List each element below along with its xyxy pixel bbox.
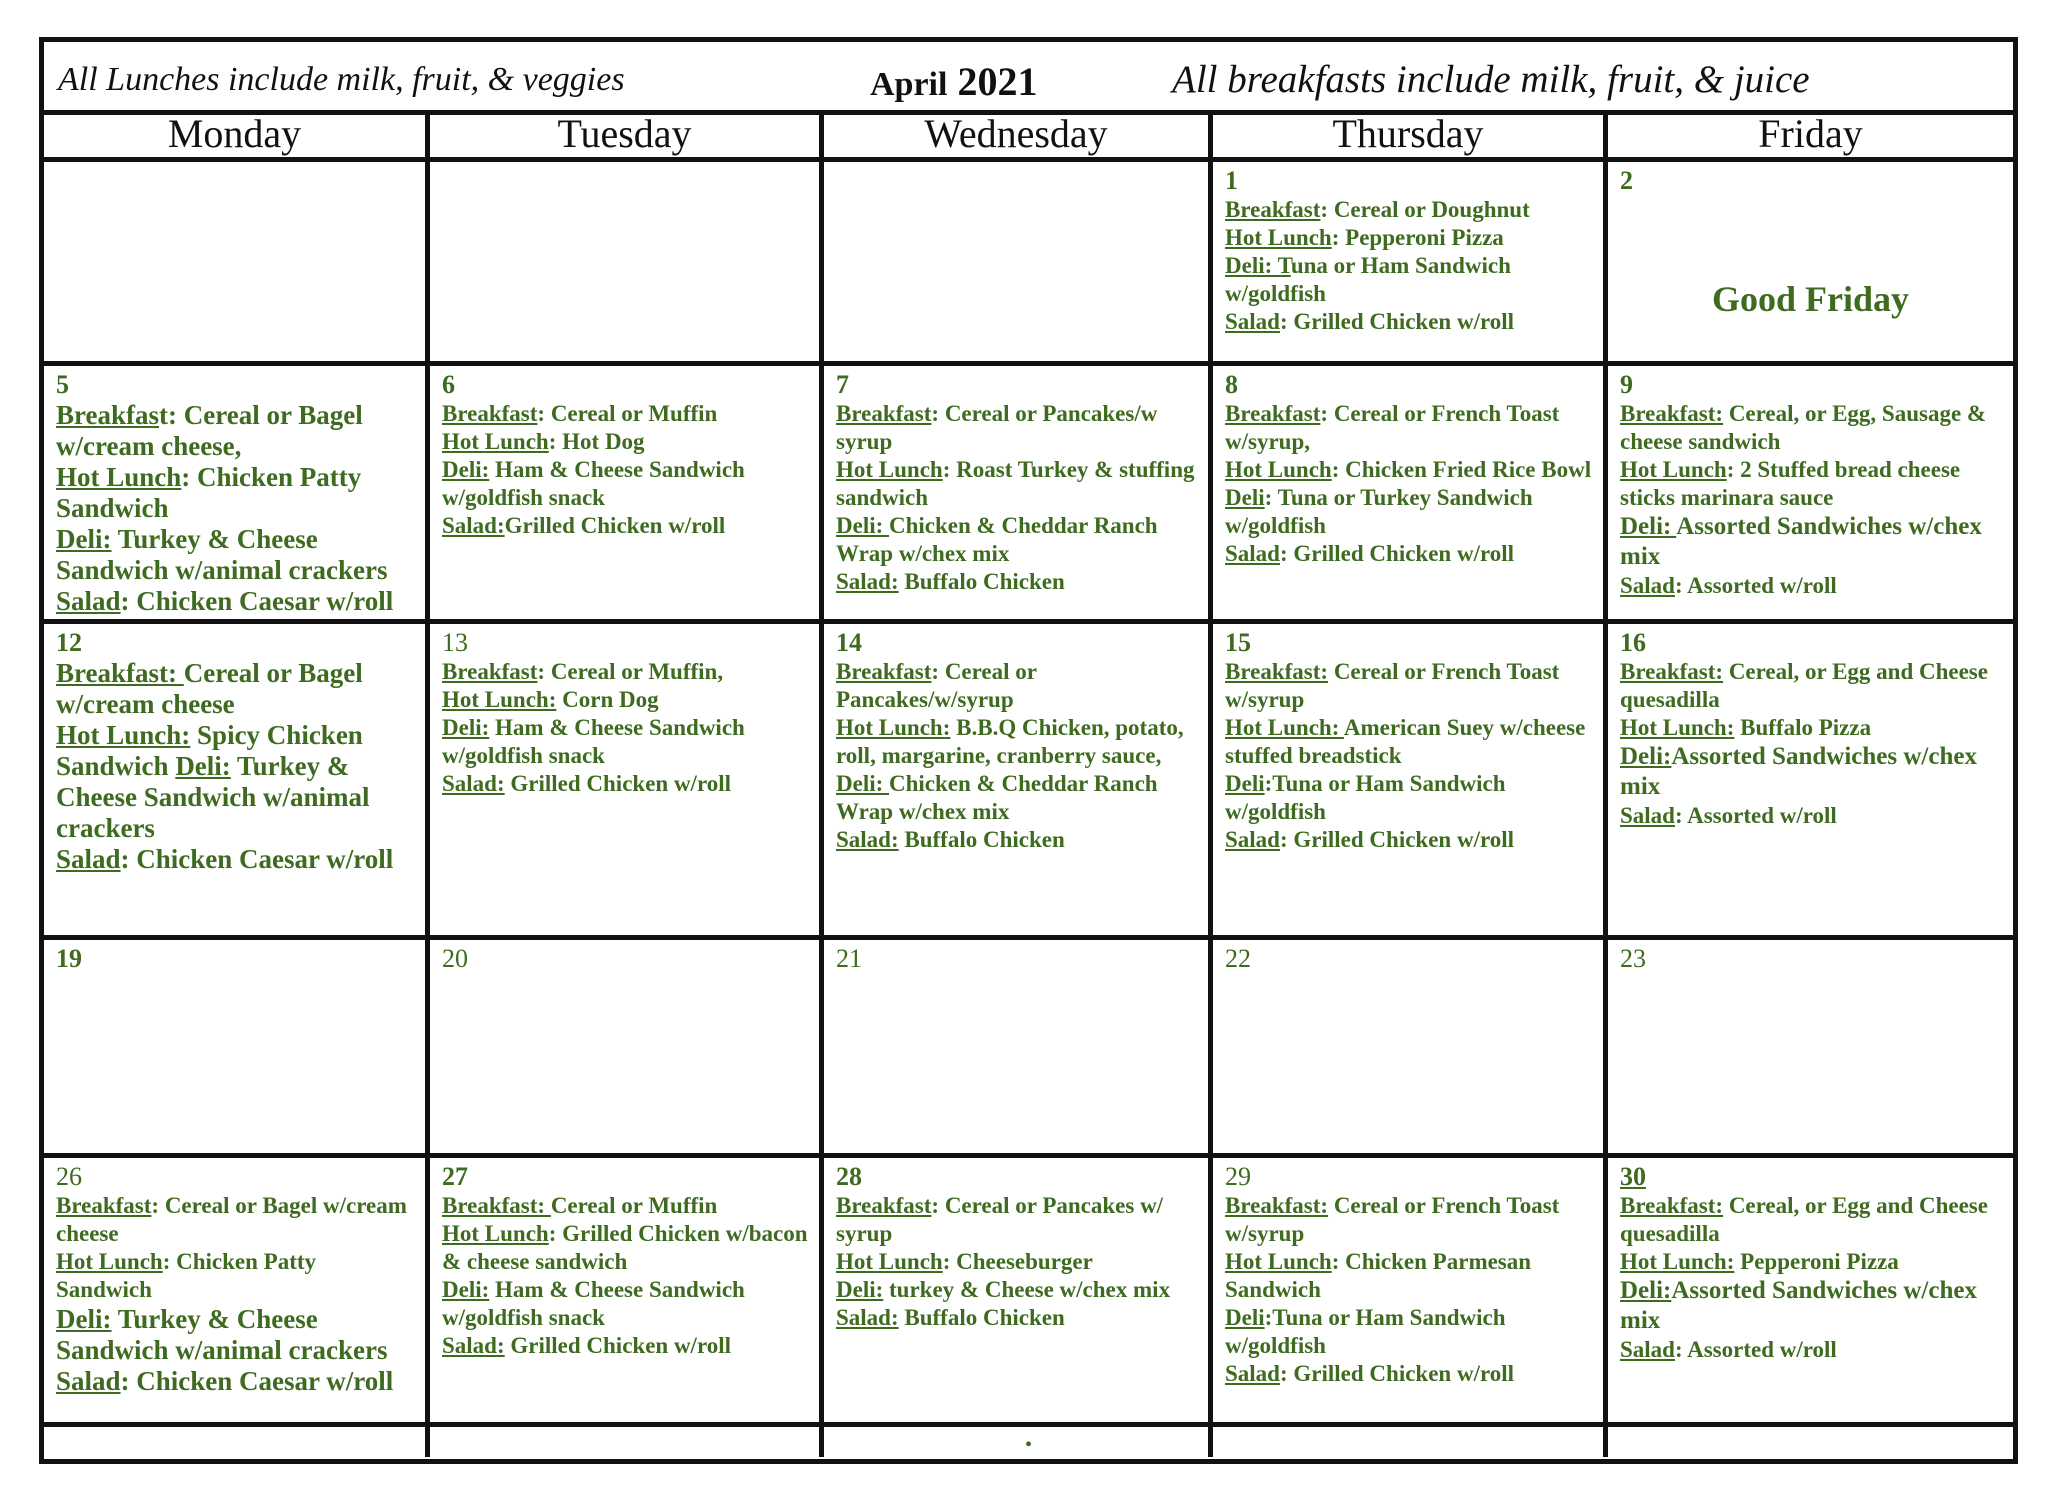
hot-lunch-text: : Hot Dog [548,429,645,454]
salad-entry [836,568,1198,596]
salad-text: : Chicken Caesar w/roll [120,586,394,616]
breakfast-text: Cereal or Bagel w/cream cheese [56,658,363,719]
salad-entry [1225,1360,1593,1388]
hot-lunch-text: : Chicken Fried Rice Bowl [1331,457,1592,482]
day-cell-22 [1213,940,1603,1153]
hot-lunch-entry [836,1248,1198,1276]
day-cell-27 [430,1158,819,1422]
hot-lunch-text: : Chicken Parmesan Sandwich [1225,1249,1532,1302]
hot-lunch-label: Hot Lunch [442,1221,549,1246]
breakfast-text: : Cereal or French Toast w/syrup, [1225,401,1560,454]
day-number: 19 [56,944,82,973]
hot-lunch-text: Buffalo Pizza [1734,715,1872,740]
salad-label: Salad [1225,1361,1280,1386]
deli-text: una or Ham Sandwich w/goldfish [1225,253,1511,306]
breakfast-label: Breakfast: [56,658,184,688]
salad-label: Salad [56,844,121,874]
breakfast-entry [1225,1192,1593,1248]
salad-text: : Assorted w/roll [1674,803,1837,828]
salad-label: Salad [56,586,121,616]
hot-lunch-text: American Suey w/cheese stuffed breadstick [1225,715,1586,768]
deli-text: turkey & Cheese w/chex mix [883,1277,1171,1302]
hot-lunch-text: B.B.Q Chicken, potato, roll, margarine, cranberry sauce, [836,715,1184,768]
deli-entry [836,770,1198,826]
day-number: 8 [1225,370,1238,399]
breakfast-label: Breakfast: [1620,401,1724,426]
breakfast-entry [1620,1192,2003,1248]
day-cell-28 [824,1158,1208,1422]
deli-label: Deli: [1620,743,1672,770]
salad-label: Salad: [442,1333,505,1358]
breakfast-label: Breakfast [836,1193,932,1218]
salad-text: : Grilled Chicken w/roll [1279,827,1515,852]
hot-lunch-label: Hot Lunch: [1620,715,1735,740]
breakfast-text: : Cereal or Pancakes/w/syrup [836,659,1037,712]
breakfast-text: : Cereal or Muffin [537,401,718,426]
hot-lunch-entry [836,714,1198,770]
hot-lunch-entry [1225,224,1593,252]
breakfast-entry [1225,658,1593,714]
salad-entry [1620,572,2003,600]
breakfast-label: Breakfast: [1225,659,1329,684]
day-cell-5 [44,366,425,619]
salad-label: Salad [56,1366,121,1396]
breakfast-label: Breakfast [56,1193,152,1218]
deli-entry [56,524,415,586]
day-cell-20 [430,940,819,1153]
hot-lunch-text: : Cheeseburger [942,1249,1093,1274]
day-number: 22 [1225,944,1251,973]
deli-entry [836,1276,1198,1304]
salad-entry [1620,802,2003,830]
breakfast-entry [442,400,809,428]
deli-entry [1225,1304,1593,1360]
calendar-header [44,42,2013,115]
day-number: 26 [56,1162,82,1191]
day-number: 1 [1225,166,1238,195]
breakfast-label: Breakfast: [442,1193,551,1218]
salad-text: Buffalo Chicken [898,827,1065,852]
deli-entry [442,714,809,770]
deli-text: Turkey & Cheese Sandwich w/animal crackers [56,1304,388,1365]
breakfast-label: Breakfast [442,401,538,426]
deli-text: Assorted Sandwiches w/chex mix [1620,1277,1977,1334]
breakfast-label: Breakfast: [1620,1193,1724,1218]
hot-lunch-text: : Chicken Patty Sandwich [56,462,362,523]
salad-text: Grilled Chicken w/roll [504,513,726,538]
weekday-monday: Monday [167,111,302,156]
hot-lunch-entry [836,456,1198,512]
hot-lunch-entry [1620,1248,2003,1276]
deli-entry [442,1276,809,1332]
day-number: 23 [1620,944,1646,973]
deli-text: Turkey & Cheese Sandwich w/animal crackers [56,524,388,585]
breakfast-note: All breakfasts include milk, fruit, & juice [1172,58,1810,101]
weekday-tuesday: Tuesday [557,111,692,156]
salad-entry [836,826,1198,854]
breakfast-entry [56,400,415,462]
deli-label: Deli: [442,1277,490,1302]
deli-label: Deli: [1620,1277,1672,1304]
day-cell-16 [1608,624,2013,935]
deli-text: Turkey & Cheese Sandwich w/animal crackers [56,751,370,843]
deli-text: Ham & Cheese Sandwich w/goldfish snack [442,715,745,768]
breakfast-entry [836,1192,1198,1248]
salad-entry [442,770,809,798]
salad-entry [56,586,415,617]
footer-mark: . [1024,1427,1033,1453]
salad-text: : Assorted w/roll [1674,573,1837,598]
breakfast-label: Breakfast [1225,197,1321,222]
deli-entry [56,1304,415,1366]
hot-lunch-entry [442,1220,809,1276]
hot-lunch-entry [1620,714,2003,742]
hot-lunch-text: : Roast Turkey & stuffing sandwich [836,457,1195,510]
weekday-header-row [44,110,2013,162]
breakfast-text: : Cereal or Doughnut [1320,197,1530,222]
salad-label: Salad [1225,309,1280,334]
day-cell-2 [1608,162,2013,361]
weekday-thursday: Thursday [1332,111,1484,156]
deli-entry [1225,484,1593,540]
breakfast-label: Breakfas [56,400,160,430]
day-cell-12 [44,624,425,935]
deli-entry [1225,770,1593,826]
breakfast-label: Breakfast: [1620,659,1724,684]
deli-entry [442,456,809,512]
hot-lunch-entry [56,1248,415,1304]
hot-lunch-label: Hot Lunch [442,429,549,454]
day-number: 14 [836,628,862,657]
hot-lunch-label: Hot Lunch [56,462,182,492]
breakfast-text: Cereal, or Egg and Cheese quesadilla [1620,1193,1988,1246]
salad-label: Salad [1225,541,1280,566]
day-cell-21 [824,940,1208,1153]
salad-label: Salad: [442,771,505,796]
deli-text: Ham & Cheese Sandwich w/goldfish snack [442,457,745,510]
salad-text: Buffalo Chicken [898,1305,1065,1330]
hot-lunch-label: Hot Lunch [1225,1249,1332,1274]
day-number: 5 [56,370,69,399]
hot-lunch-entry [442,428,809,456]
hot-lunch-label: Hot Lunch: [836,715,951,740]
day-number: 2 [1620,166,1633,195]
hot-lunch-label: Hot Lunch: [1620,1249,1735,1274]
deli-text: : Tuna or Turkey Sandwich w/goldfish [1225,485,1533,538]
weekday-wednesday: Wednesday [924,111,1108,156]
deli-entry [1620,512,2003,572]
deli-label: Deli: [56,524,112,554]
hot-lunch-label: Hot Lunch [1225,225,1332,250]
deli-entry [1225,252,1593,308]
deli-label: Deli: T [1225,253,1291,278]
breakfast-entry [1225,400,1593,456]
breakfast-text: Cereal, or Egg and Cheese quesadilla [1620,659,1988,712]
breakfast-entry [836,400,1198,456]
deli-text: Assorted Sandwiches w/chex mix [1620,743,1977,800]
day-number: 12 [56,628,82,657]
breakfast-entry [1225,196,1593,224]
day-number: 7 [836,370,849,399]
breakfast-label: Breakfast [442,659,538,684]
breakfast-entry [442,658,809,686]
deli-label: Deli: [836,513,890,538]
hot-lunch-label: Hot Lunch [56,1249,163,1274]
day-cell-30 [1608,1158,2013,1422]
hot-lunch-label: Hot Lunch [1225,457,1332,482]
hot-lunch-label: Hot Lunch: [1225,715,1344,740]
deli-text: :Tuna or Ham Sandwich w/goldfish [1225,771,1506,824]
breakfast-label: Breakfast [836,401,932,426]
deli-entry [1620,1276,2003,1336]
hot-lunch-entry [1225,714,1593,770]
hot-lunch-label: Hot Lunch [836,457,943,482]
hot-lunch-text: Pepperoni Pizza [1734,1249,1899,1274]
breakfast-text: : Cereal or Pancakes/w syrup [836,401,1158,454]
day-number: 29 [1225,1162,1251,1191]
breakfast-label: Breakfast [836,659,932,684]
salad-entry [56,1366,415,1397]
salad-label: Salad [1620,1337,1675,1362]
salad-text: : Grilled Chicken w/roll [1279,541,1515,566]
day-cell-7 [824,366,1208,619]
year-label: 2021 [957,59,1038,104]
month-title [870,58,1037,105]
hot-lunch-text: Corn Dog [556,687,659,712]
day-number: 27 [442,1162,468,1191]
salad-text: : Chicken Caesar w/roll [120,844,394,874]
day-number: 28 [836,1162,862,1191]
breakfast-text: : Cereal or Pancakes w/ syrup [836,1193,1164,1246]
hot-lunch-entry [1620,456,2003,512]
weekday-friday: Friday [1758,111,1863,156]
month-label: April [870,66,948,103]
deli-text: Chicken & Cheddar Ranch Wrap w/chex mix [836,771,1158,824]
salad-entry [1225,540,1593,568]
salad-entry [442,512,809,540]
deli-label: Deli: [175,751,231,781]
day-cell-6 [430,366,819,619]
deli-label: Deli: [836,771,890,796]
day-cell-14 [824,624,1208,935]
day-number: 30 [1620,1162,1646,1191]
day-cell-29 [1213,1158,1603,1422]
lunch-note: All Lunches include milk, fruit, & veggies [58,61,625,98]
salad-label: Salad: [836,1305,899,1330]
breakfast-text: Cereal or French Toast w/syrup [1225,1193,1560,1246]
holiday-label: Good Friday [1711,279,1909,319]
breakfast-label: Breakfast [1225,401,1321,426]
day-cell-23 [1608,940,2013,1153]
salad-entry [1620,1336,2003,1364]
hot-lunch-entry [1225,456,1593,484]
breakfast-text: Cereal, or Egg, Sausage & cheese sandwich [1620,401,1987,454]
breakfast-label: Breakfast: [1225,1193,1329,1218]
deli-label: Deli: [1620,513,1677,540]
deli-text: Chicken & Cheddar Ranch Wrap w/chex mix [836,513,1158,566]
day-number: 9 [1620,370,1633,399]
hot-lunch-text: : Pepperoni Pizza [1331,225,1504,250]
day-cell-9 [1608,366,2013,619]
hot-lunch-entry [56,462,415,524]
salad-label: Salad: [836,827,899,852]
hot-lunch-label: Hot Lunch [836,1249,943,1274]
deli-text: Assorted Sandwiches w/chex mix [1620,513,1982,570]
deli-label: Deli [1225,1305,1265,1330]
deli-label: Deli: [56,1304,112,1334]
salad-text: Grilled Chicken w/roll [504,771,732,796]
day-number: 13 [442,628,468,657]
hot-lunch-entry [1225,1248,1593,1304]
salad-text: : Assorted w/roll [1674,1337,1837,1362]
hot-lunch-entry [56,720,415,844]
hot-lunch-text: : Chicken Patty Sandwich [56,1249,317,1302]
breakfast-entry [56,658,415,720]
day-cell-empty [430,162,819,361]
deli-label: Deli: [442,457,490,482]
hot-lunch-label: Hot Lunch: [442,687,557,712]
salad-text: Buffalo Chicken [898,569,1065,594]
breakfast-entry [1620,658,2003,714]
deli-text: Ham & Cheese Sandwich w/goldfish snack [442,1277,745,1330]
deli-label: Deli: [442,715,490,740]
day-number: 16 [1620,628,1646,657]
deli-label: Deli [1225,771,1265,796]
salad-entry [1225,308,1593,336]
day-cell-empty [44,162,425,361]
deli-entry [1620,742,2003,802]
hot-lunch-text: : Grilled Chicken w/bacon & cheese sandwich [442,1221,808,1274]
hot-lunch-text: Spicy Chicken Sandwich [56,720,363,781]
day-number: 20 [442,944,468,973]
hot-lunch-label: Hot Lunch [1620,457,1727,482]
salad-label: Salad: [836,569,899,594]
day-cell-empty [824,162,1208,361]
salad-entry [442,1332,809,1360]
deli-label: Deli: [836,1277,884,1302]
deli-entry [836,512,1198,568]
breakfast-text: t: Cereal or Bagel w/cream cheese, [56,400,363,461]
salad-text: : Grilled Chicken w/roll [1279,1361,1515,1386]
breakfast-entry [442,1192,809,1220]
breakfast-entry [1620,400,2003,456]
salad-text: : Chicken Caesar w/roll [120,1366,394,1396]
hot-lunch-entry [442,686,809,714]
salad-label: Salad [1225,827,1280,852]
salad-text: Grilled Chicken w/roll [504,1333,732,1358]
salad-label: Salad: [442,513,505,538]
deli-text: :Tuna or Ham Sandwich w/goldfish [1225,1305,1506,1358]
breakfast-text: Cereal or French Toast w/syrup [1225,659,1560,712]
deli-label: Deli [1225,485,1265,510]
day-number: 21 [836,944,862,973]
salad-entry [1225,826,1593,854]
footer-strip [44,1427,2013,1459]
day-cell-15 [1213,624,1603,935]
salad-label: Salad [1620,803,1675,828]
breakfast-text: : Cereal or Muffin, [537,659,724,684]
day-cell-8 [1213,366,1603,619]
breakfast-text: Cereal or Muffin [550,1193,718,1218]
day-cell-19 [44,940,425,1153]
hot-lunch-text: : 2 Stuffed bread cheese sticks marinara sauce [1620,457,1961,510]
salad-label: Salad [1620,573,1675,598]
breakfast-entry [56,1192,415,1248]
breakfast-text: : Cereal or Bagel w/cream cheese [56,1193,407,1246]
calendar-frame [39,37,2018,1464]
day-cell-26 [44,1158,425,1422]
day-number: 6 [442,370,455,399]
hot-lunch-label: Hot Lunch: [56,720,191,750]
day-cell-13 [430,624,819,935]
salad-text: : Grilled Chicken w/roll [1279,309,1515,334]
day-cell-1 [1213,162,1603,361]
salad-entry [836,1304,1198,1332]
salad-entry [56,844,415,875]
day-number: 15 [1225,628,1251,657]
breakfast-entry [836,658,1198,714]
